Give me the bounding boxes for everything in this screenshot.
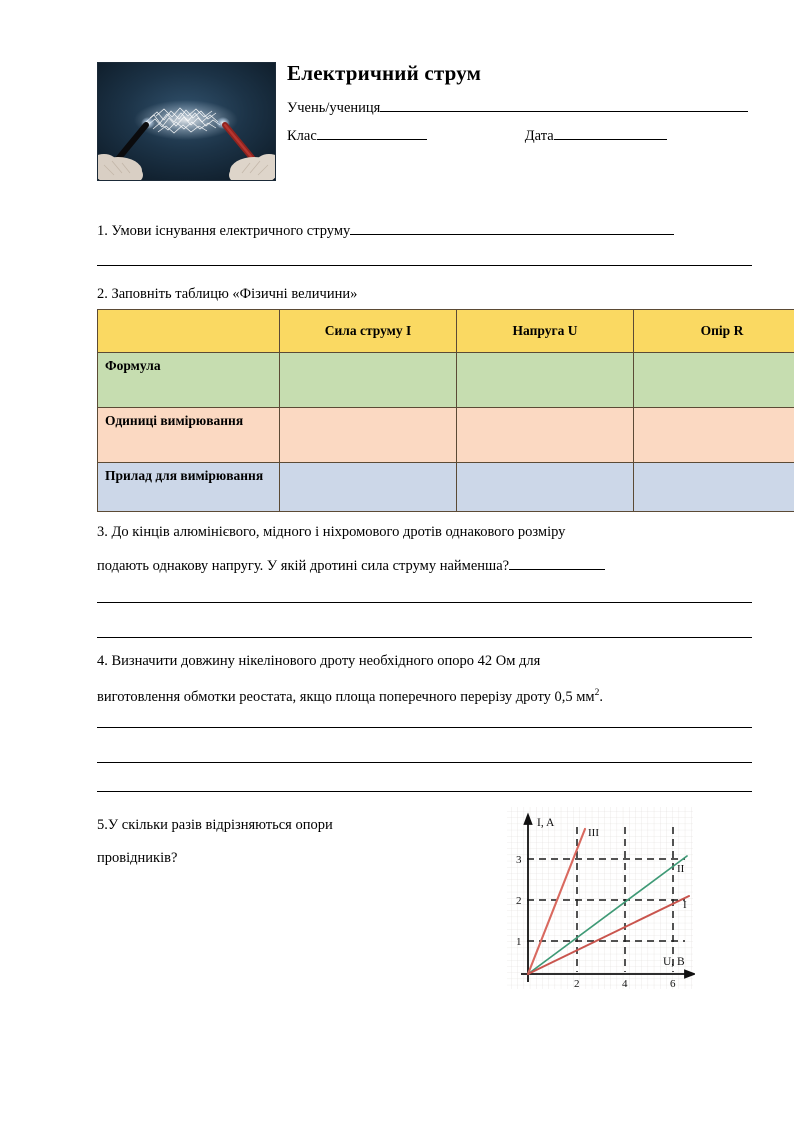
question-2 — [97, 279, 357, 309]
table-row-device — [98, 463, 794, 512]
y-axis-label: I, A — [537, 817, 555, 829]
table-row-formula — [98, 353, 794, 408]
y-tick-3: 3 — [516, 854, 522, 866]
question-3-answer-line-3[interactable] — [97, 637, 752, 638]
document-header — [97, 62, 752, 182]
question-4-answer-line-2[interactable] — [97, 762, 752, 763]
date-input-line[interactable] — [554, 125, 667, 140]
table-col-header-voltage: Напруга U — [457, 310, 634, 353]
question-4-line-1 — [97, 646, 540, 676]
question-3-text-line-2: подають однакову напругу. У якій дротині сила струму найменша? — [97, 558, 510, 574]
table-row-label-formula: Формула — [98, 353, 280, 408]
date-label: Дата — [524, 128, 554, 145]
question-3-answer-line-1[interactable] — [509, 555, 605, 570]
class-input-line[interactable] — [317, 125, 427, 140]
student-field-row — [287, 97, 752, 125]
question-5-text-line-2: провідників? — [97, 850, 178, 866]
question-1-answer-line-2[interactable] — [97, 265, 752, 266]
table-cell-device-voltage[interactable] — [457, 463, 634, 512]
question-4-answer-line-3[interactable] — [97, 791, 752, 792]
question-1-answer-line-1[interactable] — [350, 220, 674, 235]
header-fields — [287, 62, 752, 153]
question-4-line-2 — [97, 678, 603, 712]
table-cell-formula-resistance[interactable] — [634, 353, 794, 408]
table-row-label-device: Прилад для вимірювання — [98, 463, 280, 512]
student-input-line[interactable] — [380, 97, 748, 112]
table-col-header-blank — [98, 310, 280, 353]
iv-characteristic-chart — [505, 805, 695, 991]
table-cell-device-resistance[interactable] — [634, 463, 794, 512]
question-4-text-line-2b: . — [599, 688, 603, 705]
physical-quantities-table — [97, 309, 794, 512]
table-cell-formula-voltage[interactable] — [457, 353, 634, 408]
class-date-field-row — [287, 125, 752, 153]
question-4-text-line-2a: виготовлення обмотки реостата, якщо площа поперечного перерізу дроту 0,5 мм — [97, 688, 595, 705]
question-3-answer-line-2[interactable] — [97, 602, 752, 603]
question-5-line-2 — [97, 843, 177, 873]
series-label-I: I — [683, 899, 687, 911]
x-tick-2: 2 — [574, 978, 580, 990]
table-cell-units-resistance[interactable] — [634, 408, 794, 463]
table-row-units — [98, 408, 794, 463]
y-tick-2: 2 — [516, 895, 522, 907]
question-3-line-2 — [97, 551, 605, 581]
table-col-header-resistance: Опір R — [634, 310, 794, 353]
table-row-label-units: Одиниці вимірювання — [98, 408, 280, 463]
series-label-II: II — [677, 863, 685, 875]
table-col-header-current: Сила струму I — [280, 310, 457, 353]
question-1 — [97, 216, 674, 246]
table-cell-units-voltage[interactable] — [457, 408, 634, 463]
x-tick-4: 4 — [622, 978, 628, 990]
question-4-superscript: 2 — [594, 688, 600, 698]
x-axis-label: U, B — [663, 956, 685, 968]
table-cell-formula-current[interactable] — [280, 353, 457, 408]
y-tick-1: 1 — [516, 936, 522, 948]
table-cell-units-current[interactable] — [280, 408, 457, 463]
question-4-answer-line-1[interactable] — [97, 727, 752, 728]
question-3-line-1 — [97, 517, 565, 547]
question-3-text-line-1: 3. До кінців алюмінієвого, мідного і ніхромового дротів однакового розміру — [97, 524, 566, 540]
question-2-text: 2. Заповніть таблицю «Фізичні величини» — [97, 286, 358, 302]
page-title: Електричний струм — [287, 61, 482, 85]
student-label: Учень/учениця — [287, 100, 381, 117]
class-label: Клас — [287, 128, 317, 145]
question-1-text: 1. Умови існування електричного струму — [97, 223, 351, 239]
series-label-III: III — [588, 827, 599, 839]
hero-image-electric-arc — [97, 62, 276, 181]
question-5-text-line-1: 5.У скільки разів відрізняються опори — [97, 817, 333, 833]
question-5-line-1 — [97, 810, 333, 840]
table-header-row — [98, 310, 794, 353]
x-tick-6: 6 — [670, 978, 676, 990]
question-4-text-line-1: 4. Визначити довжину нікелінового дроту необхідного опоро 42 Ом для — [97, 653, 541, 669]
table-cell-device-current[interactable] — [280, 463, 457, 512]
